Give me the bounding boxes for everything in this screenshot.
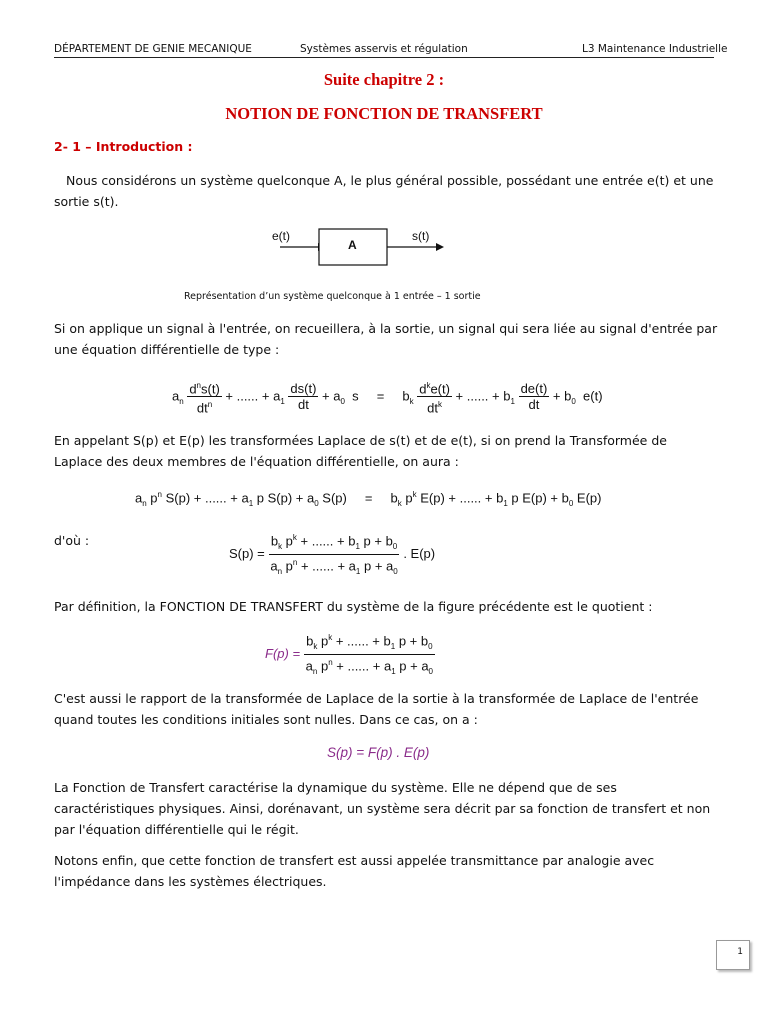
laplace-equation: $a_n$ $p^n$ S(p) + ...... + $a_1$ p $S(p) + a_0$ S(p) = $b_k$ $p^k$ E(p) + ...... + $b_1$ p $E(p) + b_0$ E(p) xyxy=(135,490,602,508)
notons-paragraph: Notons enfin, que cette fonction de transfert est aussi appelée transmittance par analogie avec l'impédance dans les systèmes électriques. xyxy=(54,853,655,889)
caracterise-paragraph: La Fonction de Transfert caractérise la dynamique du système. Elle ne dépend que de ses caractéristiques physiques. Ainsi, dorénavant, un système sera décrit par sa fonction de transfert et non par l'équation différentielle qui le régit. xyxy=(54,780,711,837)
dou-label: d'où : xyxy=(54,533,90,548)
chapter-title: Suite chapitre 2 : xyxy=(323,70,445,89)
header-department: DÉPARTEMENT DE GENIE MECANIQUE xyxy=(54,43,252,55)
signal-paragraph: Si on applique un signal à l'entrée, on recueillera, à la sortie, un signal qui sera liée au signal d'entrée par une équation différentielle de type : xyxy=(54,321,718,357)
document-title: NOTION DE FONCTION DE TRANSFERT xyxy=(225,104,543,123)
input-label: e(t) xyxy=(272,229,290,243)
definition-paragraph: Par définition, la FONCTION DE TRANSFERT du système de la figure précédente est le quotient : xyxy=(54,599,653,614)
laplace-paragraph: En appelant S(p) et E(p) les transformées Laplace de s(t) et de e(t), si on prend la Transformée de Laplace des deux membres de l'équation différentielle, on aura : xyxy=(54,433,667,469)
header-program: L3 Maintenance Industrielle xyxy=(582,43,728,55)
output-label: s(t) xyxy=(412,229,430,243)
block-diagram xyxy=(260,222,460,272)
block-label: A xyxy=(348,238,357,252)
diagram-caption: Représentation d’un système quelconque à 1 entrée – 1 sortie xyxy=(184,291,481,302)
output-expression: S(p) = $\frac{b_k p^k + ...... + b_1 p + b_0}{a_n p^n + ...... + a_1 p + a_0}$ . E(p) xyxy=(229,530,435,579)
intro-paragraph: Nous considérons un système quelconque A, le plus général possible, possédant une entrée e(t) et une sortie s(t). xyxy=(54,173,714,209)
header-rule xyxy=(54,57,714,58)
rapport-paragraph: C'est aussi le rapport de la transformée de Laplace de la sortie à la transformée de Laplace de l'entrée quand toutes les conditions initiales sont nulles. Dans ce cas, on a : xyxy=(54,691,699,727)
header-course: Systèmes asservis et régulation xyxy=(300,43,468,55)
page-number: 1 xyxy=(716,940,750,970)
differential-equation: $a_n$ $\frac{d^ns(t)}{dt^n}$ + ...... + $a_1$ $\frac{ds(t)}{dt}$ + $a_0$ s = $b_k$ $\frac{d^ke(t)}{dt^k}$ + ...... + $b_1$ $\frac{de(t)}{dt}$ + $b_0$ e(t) xyxy=(172,378,603,416)
product-equation: S(p) = F(p) . E(p) xyxy=(327,745,430,760)
output-arrowhead xyxy=(436,243,444,251)
section-heading: 2- 1 – Introduction : xyxy=(54,139,193,154)
transfer-function: F(p) = $\frac{b_k p^k + ...... + b_1 p + b_0}{a_n p^n + ...... + a_1 p + a_0}$ xyxy=(265,630,435,679)
